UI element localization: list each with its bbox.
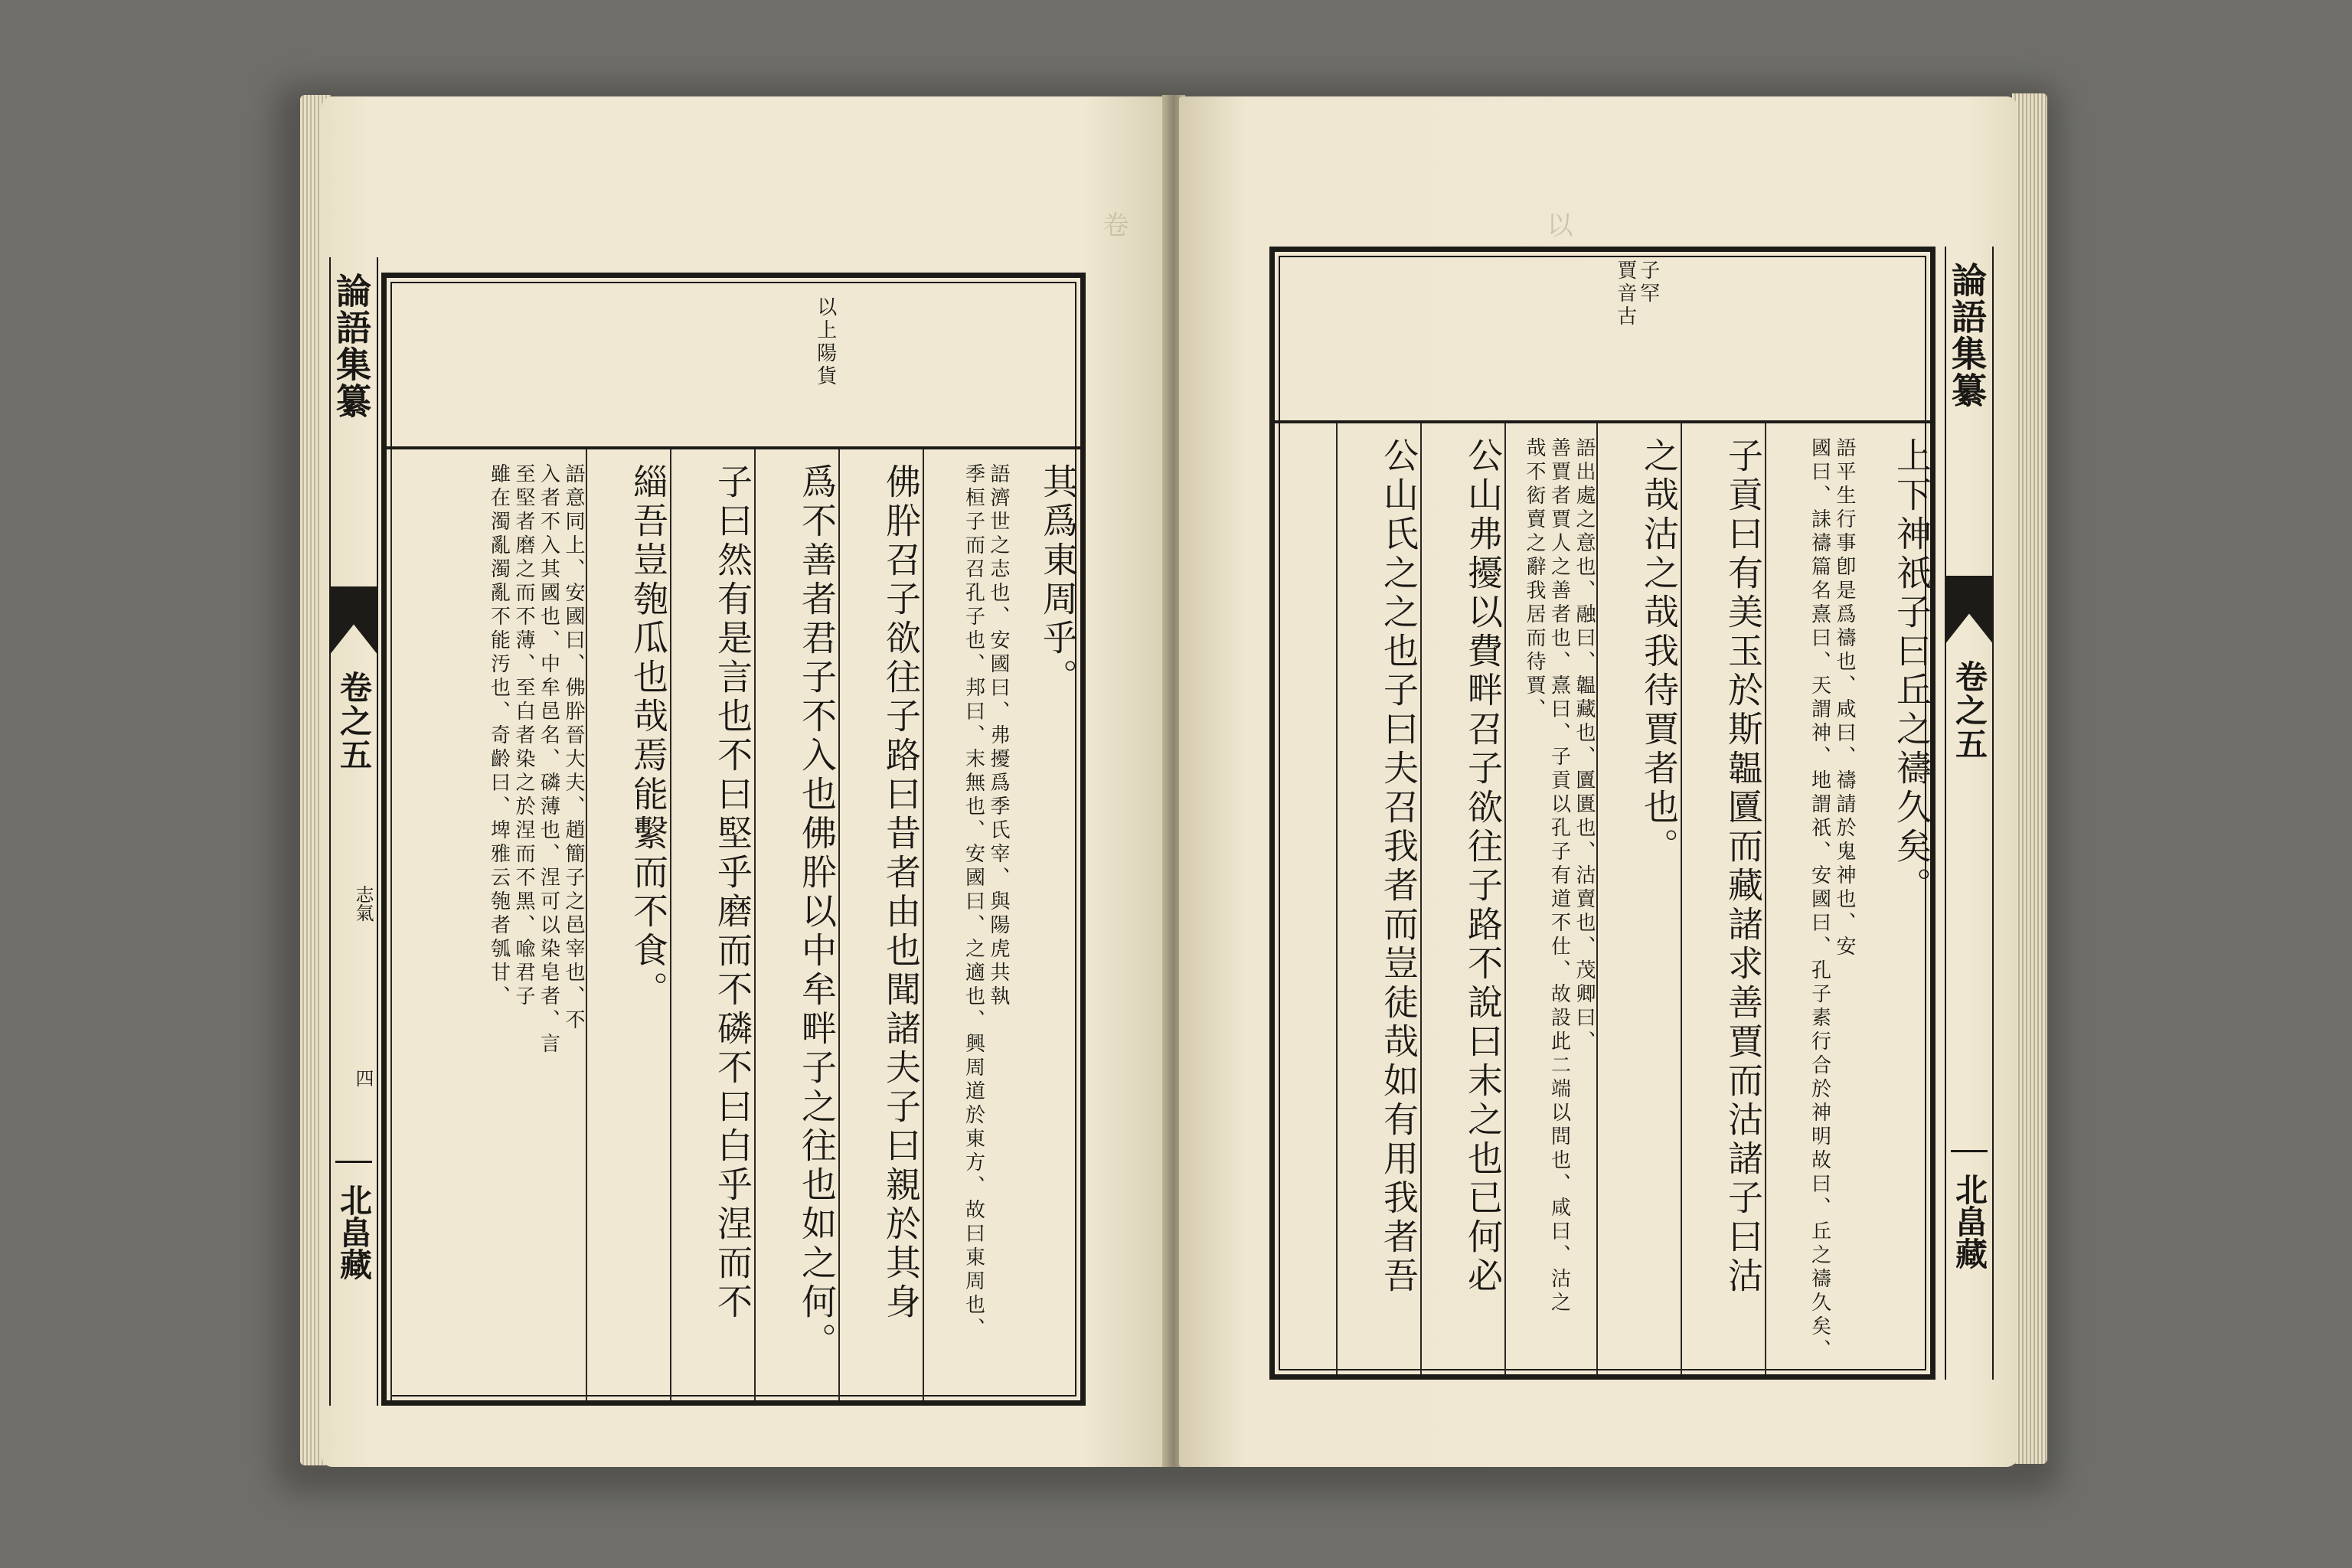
text-column-3: 佛肸召子欲往子路曰昔者由也聞諸夫子曰親於其身 — [838, 449, 923, 1400]
fore-edge-juan: 卷之五 — [335, 671, 373, 772]
fore-edge-juan: 卷之五 — [1951, 660, 1988, 761]
left-text-body — [387, 449, 1080, 1400]
text-column-1: 其爲東周乎。 — [1037, 463, 1079, 697]
fore-edge-title: 論語集纂 — [331, 273, 372, 420]
fore-edge-page-number: 四 — [352, 1069, 374, 1087]
text-column-6: 公山弗擾以費畔召子欲往子路不說曰末之也已何必 — [1420, 423, 1504, 1374]
right-fore-edge — [1945, 247, 1994, 1380]
fore-edge-section: 志氣 — [352, 885, 374, 922]
fore-edge-title: 論語集纂 — [1946, 262, 1988, 409]
left-page — [322, 96, 1168, 1467]
left-fore-edge — [329, 257, 378, 1406]
header-note-2: 賈音古 — [1613, 260, 1637, 328]
fish-tail-ornament — [1945, 576, 1994, 645]
fore-edge-press: 北畠藏 — [1951, 1173, 1988, 1269]
commentary-column-2: 語平生行事卽是爲禱也、咸曰、禱請於鬼神也、安國曰、誄禱篇名熹曰、天謂神、地謂祇、安國曰、孔子素行合於神明故曰、丘之禱久矣、 — [1765, 423, 1857, 1374]
bleed-through-text: 卷 — [1098, 211, 1129, 237]
commentary-column-5: 語出處之意也、融曰、韞藏也、匵匱也、沽賣也、茂卿曰、善賈者賈人之善者也、熹曰、子貢以孔子有道不仕、故設此二端以問也、咸曰、沽之哉不衒賣之辭我居而待賈、 — [1504, 423, 1596, 1374]
fore-edge-rule — [1951, 1150, 1988, 1152]
text-column-4: 之哉沽之哉我待賈者也。 — [1596, 423, 1681, 1374]
text-column-5: 子曰然有是言也不曰堅乎磨而不磷不曰白乎涅而不 — [670, 449, 754, 1400]
header-note-1: 子罕 — [1636, 260, 1660, 305]
right-text-frame — [1269, 247, 1936, 1380]
text-column-3: 子貢曰有美玉於斯韞匵而藏諸求善賈而沽諸子曰沽 — [1681, 423, 1765, 1374]
bleed-through-text: 以 — [1542, 211, 1573, 237]
text-column-4: 爲不善者君子不入也佛肸以中牟畔子之往也如之何。 — [754, 449, 838, 1400]
commentary-column-7: 語意同上、安國曰、佛肸晉大夫、趙簡子之邑宰也、不入者不入其國也、中牟邑名、磷薄也、涅可以染皂者、言至堅者磨之而不薄、至白者染之於涅而不黑、喩君子雖在濁亂濁亂不能汚也、奇齡曰、埤雅云匏者瓠甘、 — [390, 449, 586, 1400]
right-page — [1179, 96, 2017, 1467]
fore-edge-rule — [335, 1161, 372, 1163]
left-header-band — [387, 278, 1080, 449]
commentary-column-2: 語濟世之志也、安國曰、弗擾爲季氏宰、與陽虎共執季桓子而召孔子也、邦曰、末無也、安國曰、之適也、興周道於東方、故曰東周也、 — [923, 449, 1011, 1400]
left-text-frame — [381, 273, 1086, 1406]
right-text-body — [1275, 423, 1930, 1374]
fore-edge-press: 北畠藏 — [335, 1184, 373, 1280]
header-note: 以上陽貨 — [813, 296, 837, 388]
fish-tail-ornament — [329, 586, 378, 655]
text-column-7: 公山氏之之也子曰夫召我者而豈徒哉如有用我者吾 — [1336, 423, 1420, 1374]
text-column-6: 緇吾豈匏瓜也哉焉能繫而不食。 — [586, 449, 670, 1400]
text-column-1: 上下神祇子曰丘之禱久矣。 — [1891, 437, 1932, 906]
right-header-band — [1275, 252, 1930, 423]
